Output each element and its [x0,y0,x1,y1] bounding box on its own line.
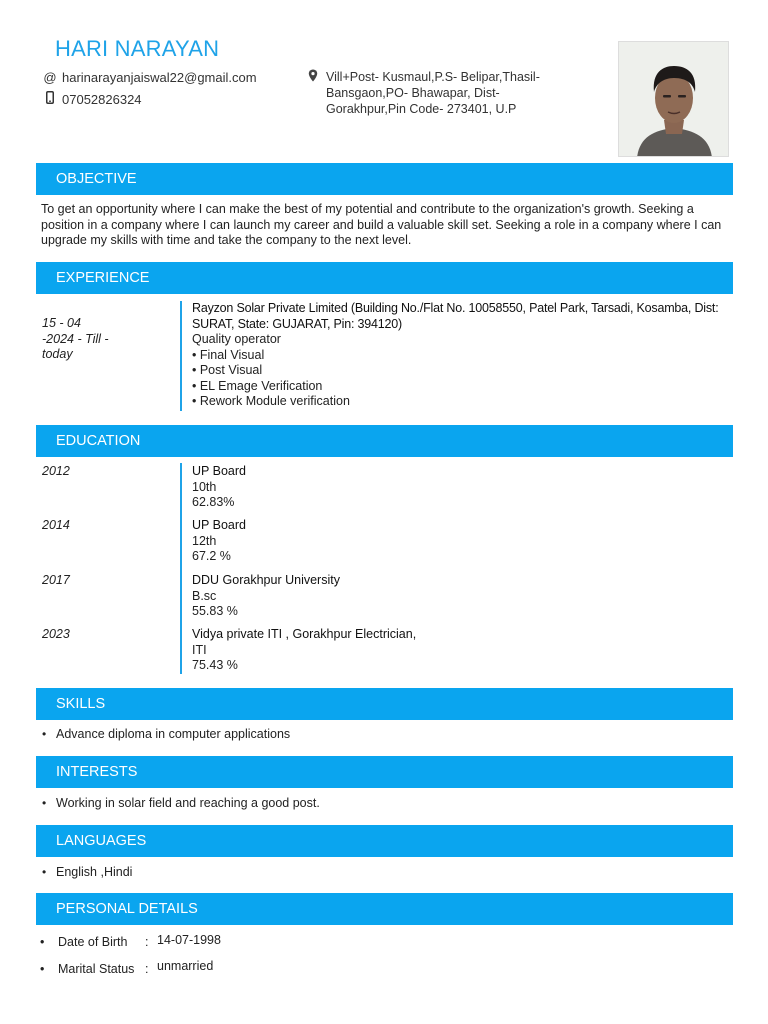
personal-detail-label: Date of Birth [58,935,128,949]
education-institution: UP Board [192,518,246,532]
experience-period [42,316,132,363]
education-detail [192,627,416,674]
education-course: 12th [192,533,217,548]
experience-period-line: today [42,347,73,361]
education-score: 67.2 % [192,549,231,563]
experience-duty: • Post Visual [192,363,263,377]
education-course: B.sc [192,588,217,603]
experience-divider [180,301,182,411]
personal-detail-row [40,935,221,949]
education-institution: DDU Gorakhpur University [192,573,340,587]
education-score: 62.83% [192,495,235,509]
bullet-icon: • [42,796,47,810]
skills-heading: SKILLS [36,688,733,720]
education-year: 2017 [42,573,70,587]
list-item [42,796,320,810]
address-text: Vill+Post- Kusmaul,P.S- Belipar,Thasil- Bansgaon,PO- Bhawapar, Dist- Gorakhpur,Pin Code- 273401, U.P [326,70,540,116]
experience-role: Quality operator [192,332,281,346]
skill-text: Advance diploma in computer applications [56,727,291,741]
map-pin-icon [308,69,320,117]
colon-separator: : [145,962,149,976]
experience-duty: • Final Visual [192,347,265,362]
experience-company: Rayzon Solar Private Limited (Building No./Flat No. 10058550, Patel Park, Tarsadi, Kosamba, Dist: SURAT, State: GUJARAT, Pin: 394120) [192,301,719,331]
education-detail [192,518,246,565]
education-detail [192,573,340,620]
phone-row [43,91,142,107]
address-block [308,69,566,117]
education-course: ITI [192,642,207,657]
interests-heading: INTERESTS [36,756,733,788]
language-text: English ,Hindi [56,865,133,879]
personal-detail-value: unmarried [157,959,214,973]
education-year: 2023 [42,627,70,641]
education-institution: Vidya private ITI , Gorakhpur Electrician, [192,627,417,641]
personal-detail-label: Marital Status [58,962,135,976]
experience-period-line: 15 - 04 [42,316,81,330]
experience-duty: • EL Emage Verification [192,378,323,393]
list-item [42,865,132,879]
education-institution: UP Board [192,464,246,478]
phone-text[interactable]: 07052826324 [62,91,142,107]
bullet-icon: • [40,962,45,976]
experience-duty: • Rework Module verification [192,394,350,408]
profile-photo [618,41,729,157]
experience-details [192,301,737,410]
bullet-icon: • [42,865,47,879]
bullet-icon: • [42,727,47,741]
education-course: 10th [192,479,217,494]
email-row [43,70,257,85]
bullet-icon: • [40,935,45,949]
languages-heading: LANGUAGES [36,825,733,857]
personal-details-heading: PERSONAL DETAILS [36,893,733,925]
email-text[interactable]: harinarayanjaiswal22@gmail.com [62,70,257,85]
mobile-phone-icon [43,91,57,107]
education-year: 2012 [42,464,70,478]
interest-text: Working in solar field and reaching a good post. [56,796,320,810]
personal-detail-value: 14-07-1998 [157,933,221,947]
objective-heading: OBJECTIVE [36,163,733,195]
education-score: 75.43 % [192,658,238,672]
list-item [42,727,290,741]
education-divider [180,463,182,674]
education-detail [192,464,246,511]
candidate-name: HARI NARAYAN [55,36,220,61]
experience-heading: EXPERIENCE [36,262,733,294]
experience-period-line: -2024 - Till - [42,331,109,346]
at-icon: @ [43,70,57,85]
education-heading: EDUCATION [36,425,733,457]
education-year: 2014 [42,518,70,532]
personal-detail-row [40,959,214,976]
colon-separator: : [145,935,149,949]
objective-text: To get an opportunity where I can make the best of my potential and contribute to the organization's growth. Seeking a position in a company where I can launch my career and build a valuable skill set. Seeking a role in a company where I can upgrade my skills with time and take the company to the next level. [41,202,722,247]
education-score: 55.83 % [192,604,238,618]
